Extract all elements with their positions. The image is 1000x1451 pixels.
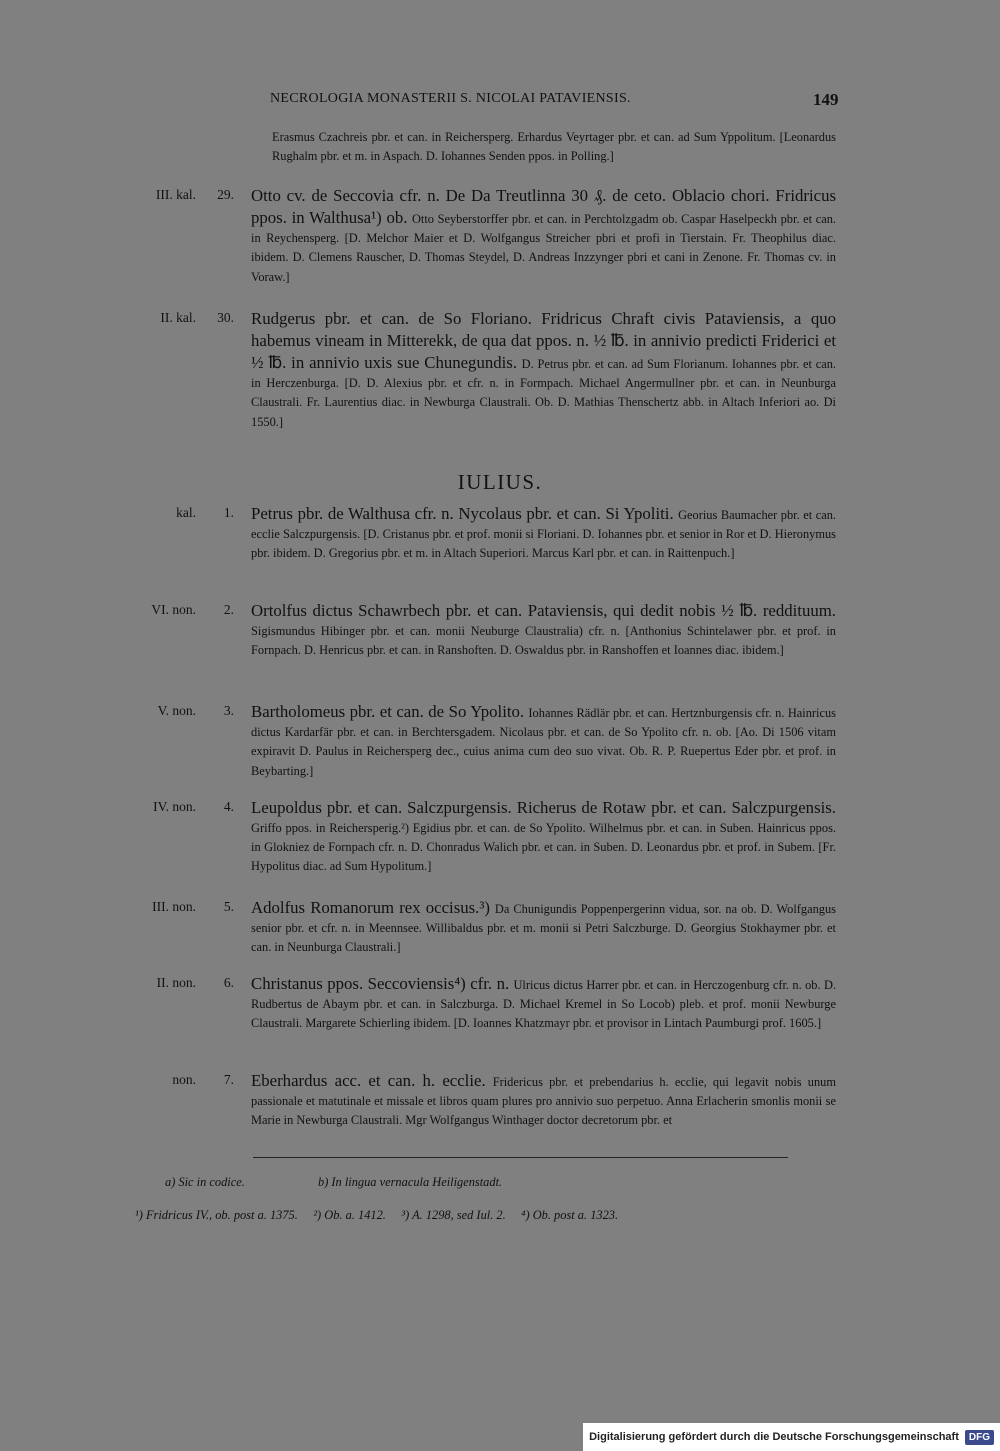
digitization-footer	[583, 1423, 1000, 1451]
running-header: NECROLOGIA MONASTERII S. NICOLAI PATAVIENSIS.	[270, 91, 631, 106]
entry-main: Leupoldus pbr. et can. Salczpurgensis. Richerus de Rotaw pbr. et can. Salczpurgensis.	[251, 798, 836, 817]
day-number: 30.	[217, 310, 234, 325]
entry-main: Bartholomeus pbr. et can. de So Ypolito.	[251, 702, 525, 721]
dfg-logo-icon: DFG	[965, 1430, 994, 1445]
entry-notes: Otto Seyberstorffer pbr. et can. in Perchtolzgadm ob. Caspar Haselpeckh pbr. et can. in Reychensperg. [D. Melchor Maier et D. Wolfgangus Streicher pbri et profi in Tierstain. Fr. Theophilus diac. ibidem. D. Clemens Rauscher, D. Thomas Steydel, D. Andreas Inzzynger pbri et cani in Zenone. Fr. Thomas cv. in Voraw.]	[251, 212, 837, 284]
roman-date: IV. non.	[153, 799, 196, 814]
entry-main: Adolfus Romanorum rex occisus.³)	[251, 898, 490, 917]
roman-date: III. kal.	[155, 187, 196, 202]
day-number: 6.	[223, 975, 234, 990]
entry-notes: Fridericus pbr. et prebendarius h. ecclie, qui legavit nobis unum passionale et matutinale et missale et libros quam plures pro annivio suo perpetuo. Anna Erlacherin smonlis monii se Marie in Newburga Claustrali. Mgr Wolfgangus Winthager doctor decretorum pbr. et	[251, 1075, 836, 1128]
entry-main: Eberhardus acc. et can. h. ecclie.	[251, 1071, 486, 1090]
section-title: IULIUS.	[457, 470, 543, 494]
entry-main: Otto cv. de Seccovia cfr. n. De Da Treutlinna 30 ₰. de ceto. Oblacio chori. Fridricus ppos. in Walthusa¹) ob.	[251, 186, 836, 227]
day-number: 1.	[223, 505, 234, 520]
entry-notes: Georius Baumacher pbr. et can. ecclie Salczpurgensis. [D. Cristanus pbr. et prof. monii si Floriani. D. Iohannes pbr. et senior in Ror et D. Hieronymus pbr. ibidem. D. Gregorius pbr. et m. in Altach Superiori. Marcus Karl pbr. et can. in Raittenpuch.]	[251, 508, 836, 561]
entry-text	[251, 1070, 836, 1131]
entry-notes: Da Chunigundis Poppenpergerinn vidua, sor. na ob. D. Wolfgangus senior pbr. et cfr. n. in Meennsee. Willibaldus pbr. et m. monii si Petri Salczburge. D. Georgius Stokhaymer pbr. et can. in Neunburga Claustrali.]	[251, 902, 837, 955]
roman-date: kal.	[176, 505, 196, 520]
footer-text: Digitalisierung gefördert durch die Deutsche Forschungsgemeinschaft	[589, 1431, 959, 1443]
entry-text	[251, 701, 836, 781]
entry-text	[251, 185, 836, 287]
day-number: 29.	[217, 187, 234, 202]
roman-date: II. kal.	[160, 310, 196, 325]
entry-main: Ortolfus dictus Schawrbech pbr. et can. Pataviensis, qui dedit nobis ½ ℔. reddituum.	[251, 601, 836, 620]
entry-text	[251, 600, 836, 660]
day-number: 5.	[223, 899, 234, 914]
page-number: 149	[813, 90, 839, 109]
entry-notes: Griffo ppos. in Reichersperig.²) Egidius pbr. et can. de So Ypolito. Wilhelmus pbr. et can. in Suben. Hainricus ppos. in Glokniez de Fornpach cfr. n. D. Chonradus Walich pbr. et can. in Suben. D. Leonardus pbr. et prof. in Subem. [Fr. Hypolitus diac. ad Sum Hypolitum.]	[251, 821, 836, 874]
footnote-a: a) Sic in codice.	[165, 1175, 245, 1189]
footnote-b: b) In lingua vernacula Heiligenstadt.	[318, 1175, 503, 1189]
entry-main: Petrus pbr. de Walthusa cfr. n. Nycolaus pbr. et can. Si Ypoliti.	[251, 504, 674, 523]
entry-main: Rudgerus pbr. et can. de So Floriano. Fridricus Chraft civis Pataviensis, a quo habemus vineam in Mitterekk, de qua dat ppos. n. ½ ℔. in annivio predicti Friderici et ½ ℔. in annivio uxis sue Chunegundis.	[251, 309, 836, 372]
entry-text	[251, 503, 836, 564]
day-number: 3.	[223, 703, 234, 718]
day-number: 4.	[223, 799, 234, 814]
entry-notes: Sigismundus Hibinger pbr. et can. monii Neuburge Claustralia) cfr. n. [Anthonius Schintelawer pbr. et prof. in Fornpach. D. Henricus pbr. et can. in Ranshoften. D. Oswaldus pbr. in Ranshoffen et Ioannes diac. ibidem.]	[251, 624, 836, 658]
roman-date: II. non.	[156, 975, 196, 990]
day-number: 7.	[223, 1072, 234, 1087]
footnotes-numbered: ¹) Fridricus IV., ob. post a. 1375. ²) Ob. a. 1412. ³) A. 1298, sed Iul. 2. ⁴) Ob. post a. 1323.	[135, 1208, 619, 1222]
entry-main: Christanus ppos. Seccoviensis⁴) cfr. n.	[251, 974, 510, 993]
entry-notes: Iohannes Rädlär pbr. et can. Hertznburgensis cfr. n. Hainricus dictus Kardarfär pbr. et can. in Berchtersgadem. Nicolaus pbr. et can. de So Ypolito cfr. n. ob. [Ao. Di 1506 vitam expiravit D. Paulus in Reichersperg dec., cuius anima cum deo suo vivat. Ob. R. P. Ruepertus Eder pbr. et prof. in Beybarting.]	[251, 706, 837, 778]
continuation-text: Erasmus Czachreis pbr. et can. in Reichersperg. Erhardus Veyrtager pbr. et can. ad Sum Yppolitum. [Leonardus Rughalm pbr. et m. in Aspach. D. Iohannes Senden ppos. in Polling.]	[272, 130, 836, 164]
roman-date: non.	[172, 1072, 196, 1087]
day-number: 2.	[223, 602, 234, 617]
entry-text	[251, 973, 836, 1034]
entry-notes: Ulricus dictus Harrer pbr. et can. in Herczogenburg cfr. n. ob. D. Rudbertus de Abaym pbr. et can. in Salczburga. D. Michael Kremel in So Locob) pleb. et prof. monii Newburge Claustrali. Margarete Schierling ibidem. [D. Ioannes Khatzmayr pbr. et provisor in Lintach Paumburgi prof. 1605.]	[251, 978, 836, 1031]
footnote-rule	[253, 1157, 788, 1158]
entry-text	[251, 897, 836, 958]
entry-notes: D. Petrus pbr. et can. ad Sum Florianum. Iohannes pbr. et can. in Herczenburga. [D. D. Alexius pbr. et cfr. n. in Formpach. Michael Angermullner pbr. et can. in Neunburga Claustrali. Fr. Laurentius diac. in Newburga Claustrali. Ob. D. Mathias Thenschertz abb. in Altach Inferiori ao. Di 1550.]	[251, 357, 836, 429]
roman-date: VI. non.	[151, 602, 196, 617]
entry-text	[251, 308, 836, 432]
entry-text	[251, 797, 836, 877]
roman-date: III. non.	[152, 899, 196, 914]
roman-date: V. non.	[157, 703, 196, 718]
